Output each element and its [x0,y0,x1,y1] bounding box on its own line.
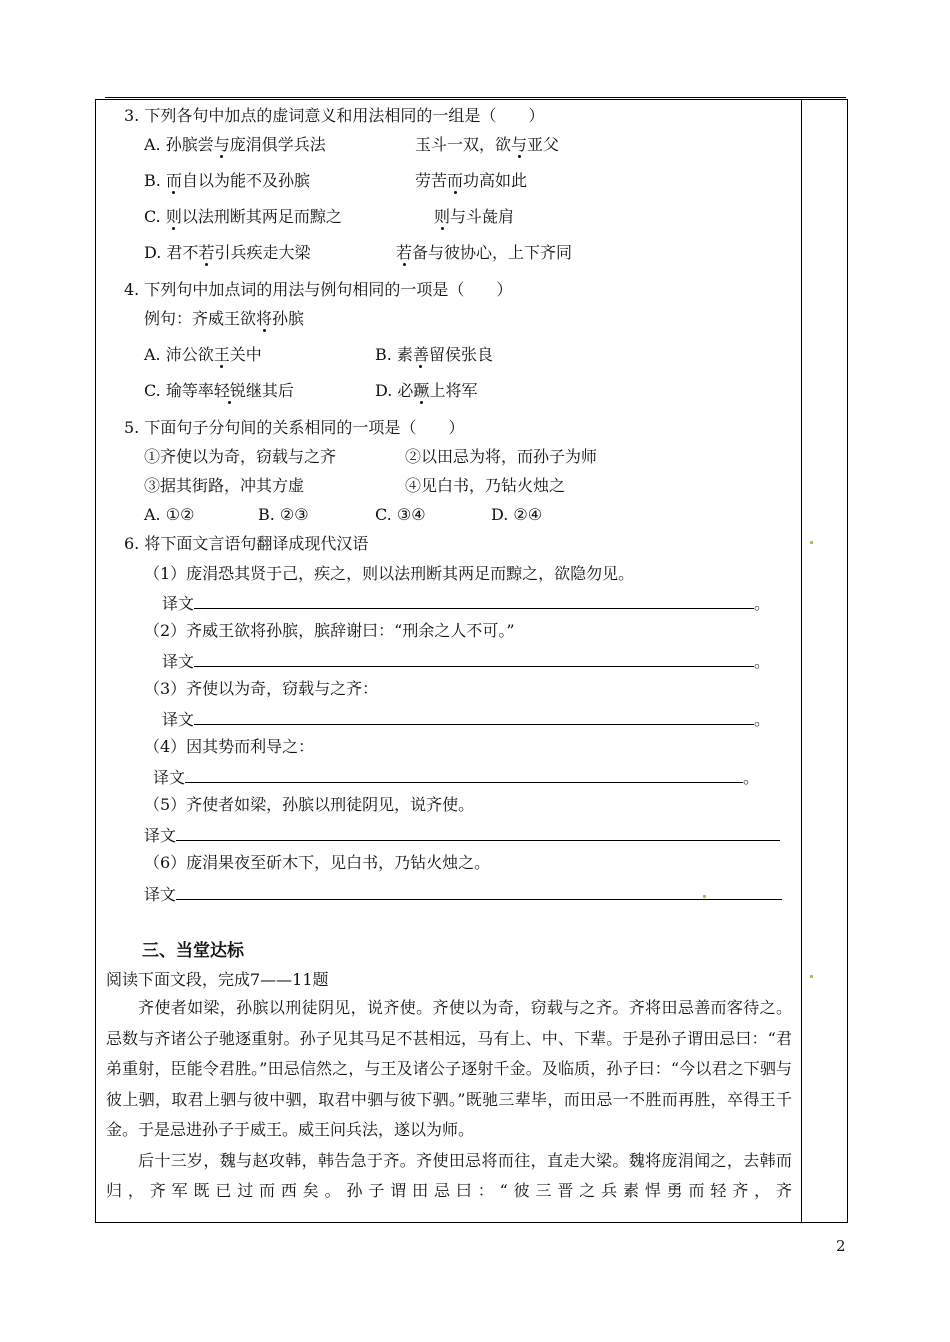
q4-option-c: C. 瑜等率轻锐继其后 [144,381,294,400]
q6-answer-line-2: 译文 。 [162,652,771,671]
q4-option-a: A. 沛公欲王关中 [144,345,262,364]
q6-stem: 6. 将下面文言语句翻译成现代汉语 [124,534,369,553]
q5-item-4: ④见白书，乃钻火烛之 [405,476,566,495]
q3-option-b: B. 而自以为能不及孙膑 [144,171,310,190]
q6-sentence-2: （2）齐威王欲将孙膑，膑辞谢曰：“刑余之人不可。” [144,621,515,640]
q3-option-c-compare: 则与斗彘肩 [434,207,515,226]
q5-option-b: B. ②③ [258,505,309,524]
q5-item-1: ①齐使以为奇，窃载与之齐 [144,447,337,466]
q6-sentence-4: （4）因其势而利导之： [144,737,315,756]
q6-sentence-3: （3）齐使以为奇，窃载与之齐： [144,679,379,698]
q4-option-d: D. 必蹶上将军 [375,381,478,400]
q3-option-b-compare: 劳苦而功高如此 [415,171,528,190]
q6-sentence-1: （1）庞涓恐其贤于己，疾之，则以法刑断其两足而黥之，欲隐勿见。 [144,564,635,583]
q4-option-b: B. 素善留侯张良 [375,345,493,364]
table-column-divider [801,99,802,1223]
stray-mark [810,541,813,544]
q5-item-3: ③据其街路，冲其方虚 [144,476,305,495]
q5-option-c: C. ③④ [375,505,426,524]
section-instruction: 阅读下面文段，完成7——11题 [106,970,329,989]
section-heading: 三、当堂达标 [142,941,244,961]
q3-option-c: C. 则以法刑断其两足而黥之 [144,207,342,226]
header-rule [105,97,846,98]
page-number: 2 [836,1237,846,1255]
q5-option-a: A. ①② [144,505,195,524]
stray-mark [703,895,706,898]
q4-example: 例句：齐威王欲将孙膑 [144,309,305,328]
q6-answer-line-5: 译文 [144,824,780,846]
q6-answer-line-6: 译文 [144,883,782,905]
reading-passage [106,993,792,1207]
q5-item-2: ②以田忌为将，而孙子为师 [405,447,598,466]
q3-option-a: A. 孙膑尝与庞涓俱学兵法 [144,135,326,154]
q5-option-d: D. ②④ [491,505,543,524]
q3-stem: 3. 下列各句中加点的虚词意义和用法相同的一组是（ ） [124,106,545,125]
q6-answer-line-4: 译文 。 [153,768,760,787]
q3-option-d: D. 君不若引兵疾走大梁 [144,243,311,262]
passage-paragraph-2: 后十三岁，魏与赵攻韩，韩告急于齐。齐使田忌将而往，直走大梁。魏将庞涓闻之，去韩而归，齐军既已过而西矣。孙子谓田忌曰：“彼三晋之兵素悍勇而轻齐，齐 [106,1150,792,1200]
passage-paragraph-1: 齐使者如梁，孙膑以刑徒阴见，说齐使。齐使以为奇，窃载与之齐。齐将田忌善而客待之。忌数与齐诸公子驰逐重射。孙子见其马足不甚相远，马有上、中、下辈。于是孙子谓田忌曰：“君弟重射，臣能令君胜。”田忌信然之，与王及诸公子逐射千金。及临质，孙子曰：“今以君之下驷与彼上驷，取君上驷与彼中驷，取君中驷与彼下驷。”既驰三辈毕，而田忌一不胜而再胜，卒得王千金。于是忌进孙子于威王。威王问兵法，遂以为师。 [106,998,792,1139]
q6-sentence-5: （5）齐使者如梁，孙膑以刑徒阴见，说齐使。 [144,795,475,814]
q3-option-d-compare: 若备与彼协心，上下齐同 [396,243,573,262]
q5-stem: 5. 下面句子分句间的关系相同的一项是（ ） [124,418,465,437]
stray-mark [810,975,813,978]
q6-sentence-6: （6）庞涓果夜至斫木下，见白书，乃钻火烛之。 [144,853,491,872]
q4-stem: 4. 下列句中加点词的用法与例句相同的一项是（ ） [124,280,513,299]
q3-option-a-compare: 玉斗一双，欲与亚父 [415,135,560,154]
q6-answer-line-1: 译文 。 [162,594,771,613]
q6-answer-line-3: 译文 。 [162,710,771,729]
